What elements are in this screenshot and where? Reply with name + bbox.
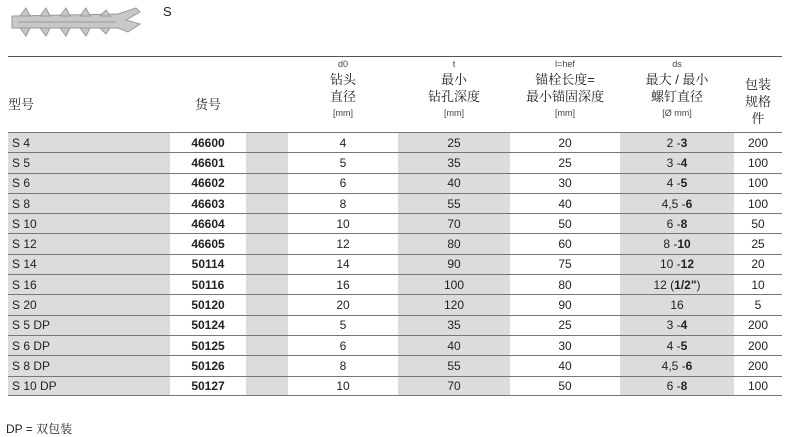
anchor-length-cell: 80 <box>510 275 620 294</box>
screw-diameter-cell <box>620 214 734 233</box>
screw-diameter-max: 5 <box>680 338 688 353</box>
blank-cell <box>246 153 288 172</box>
header-ds <box>620 58 734 122</box>
pack-qty-cell: 5 <box>734 295 782 314</box>
type-cell: S 8 DP <box>8 356 170 375</box>
article-cell: 50127 <box>170 377 246 395</box>
screw-diameter-max: 4 <box>680 155 688 170</box>
drill-diameter-cell: 14 <box>288 255 398 274</box>
anchor-length-cell: 25 <box>510 153 620 172</box>
anchor-length-cell: 40 <box>510 194 620 213</box>
drill-diameter-cell: 12 <box>288 234 398 253</box>
type-cell: S 8 <box>8 194 170 213</box>
anchor-length-cell: 75 <box>510 255 620 274</box>
anchor-length-cell: 20 <box>510 133 620 152</box>
pack-qty-cell: 100 <box>734 174 782 193</box>
blank-cell <box>246 214 288 233</box>
header-d0-line2: 直径 <box>329 89 356 104</box>
drill-depth-cell: 55 <box>398 194 510 213</box>
blank-cell <box>246 174 288 193</box>
screw-diameter-max: 3 <box>680 135 688 150</box>
article-cell: 46603 <box>170 194 246 213</box>
screw-diameter-max: 8 <box>680 378 688 393</box>
drill-depth-cell: 70 <box>398 214 510 233</box>
table-row <box>8 355 782 375</box>
blank-cell <box>246 377 288 395</box>
table-row <box>8 132 782 152</box>
drill-depth-cell: 90 <box>398 255 510 274</box>
blank-cell <box>246 356 288 375</box>
screw-diameter-max: 8 <box>680 216 688 231</box>
screw-diameter-cell <box>620 153 734 172</box>
type-cell: S 16 <box>8 275 170 294</box>
screw-diameter-max: 5 <box>680 176 688 191</box>
article-cell: 50116 <box>170 275 246 294</box>
article-cell: 50114 <box>170 255 246 274</box>
table-row <box>8 315 782 335</box>
header-d0-unit: [mm] <box>333 108 353 118</box>
drill-diameter-cell: 10 <box>288 214 398 233</box>
anchor-length-cell: 40 <box>510 356 620 375</box>
table-row <box>8 233 782 253</box>
pack-qty-cell: 100 <box>734 377 782 395</box>
drill-depth-cell: 80 <box>398 234 510 253</box>
screw-diameter-max: 1/2" <box>674 277 697 292</box>
drill-depth-cell: 120 <box>398 295 510 314</box>
blank-cell <box>246 234 288 253</box>
type-cell: S 14 <box>8 255 170 274</box>
article-cell: 46605 <box>170 234 246 253</box>
screw-diameter-max: 10 <box>677 237 691 252</box>
pack-qty-cell: 200 <box>734 356 782 375</box>
screw-diameter-min: 4,5 - <box>661 358 686 373</box>
header-t-unit: [mm] <box>444 108 464 118</box>
drill-diameter-cell: 16 <box>288 275 398 294</box>
anchor-length-cell: 30 <box>510 174 620 193</box>
drill-depth-cell: 40 <box>398 336 510 355</box>
header-t <box>398 58 510 122</box>
screw-diameter-cell <box>620 356 734 375</box>
article-cell: 46602 <box>170 174 246 193</box>
anchor-length-cell: 90 <box>510 295 620 314</box>
screw-diameter-min: 4,5 - <box>661 196 686 211</box>
article-cell: 46600 <box>170 133 246 152</box>
screw-diameter-cell <box>620 234 734 253</box>
drill-diameter-cell: 4 <box>288 133 398 152</box>
drill-diameter-cell: 8 <box>288 356 398 375</box>
table-row <box>8 274 782 294</box>
table-row <box>8 213 782 233</box>
header-ds-unit: [Ø mm] <box>662 108 692 118</box>
type-cell: S 6 <box>8 174 170 193</box>
screw-diameter-cell <box>620 133 734 152</box>
header-l-unit: [mm] <box>555 108 575 118</box>
header-article: 货号 <box>194 97 221 112</box>
anchor-length-cell: 30 <box>510 336 620 355</box>
header-d0 <box>288 58 398 122</box>
blank-cell <box>246 316 288 335</box>
screw-diameter-min: 10 - <box>659 257 681 272</box>
table-row <box>8 173 782 193</box>
anchor-length-cell: 50 <box>510 214 620 233</box>
table-row <box>8 152 782 172</box>
pack-qty-cell: 20 <box>734 255 782 274</box>
article-cell: 50126 <box>170 356 246 375</box>
screw-diameter-min: 3 - <box>666 318 681 333</box>
header-ds-line1: 最大 / 最小 <box>645 72 709 87</box>
header-l-symbol: l=hef <box>555 59 575 69</box>
drill-diameter-cell: 5 <box>288 153 398 172</box>
drill-depth-cell: 70 <box>398 377 510 395</box>
header-t-line2: 钻孔深度 <box>427 89 480 104</box>
screw-diameter-cell <box>620 194 734 213</box>
type-cell: S 20 <box>8 295 170 314</box>
article-cell: 50125 <box>170 336 246 355</box>
type-cell: S 4 <box>8 133 170 152</box>
screw-diameter-min: 4 - <box>666 176 681 191</box>
drill-depth-cell: 100 <box>398 275 510 294</box>
screw-diameter-max: 4 <box>680 318 688 333</box>
drill-depth-cell: 25 <box>398 133 510 152</box>
screw-diameter-cell <box>620 295 734 314</box>
drill-diameter-cell: 20 <box>288 295 398 314</box>
screw-diameter-max: 6 <box>685 358 693 373</box>
type-cell: S 10 <box>8 214 170 233</box>
screw-diameter-cell <box>620 336 734 355</box>
drill-diameter-cell: 5 <box>288 316 398 335</box>
drill-diameter-cell: 6 <box>288 336 398 355</box>
pack-qty-cell: 200 <box>734 336 782 355</box>
header-ds-symbol: ds <box>672 59 682 69</box>
screw-diameter-min: 12 ( <box>653 277 675 292</box>
blank-cell <box>246 133 288 152</box>
screw-diameter-min: 8 - <box>663 237 678 252</box>
screw-diameter-min: 4 - <box>666 338 681 353</box>
header-qty-line1: 包装 <box>744 77 771 92</box>
anchor-length-cell: 60 <box>510 234 620 253</box>
table-header <box>8 58 782 132</box>
type-cell: S 10 DP <box>8 377 170 395</box>
drill-depth-cell: 55 <box>398 356 510 375</box>
type-cell: S 5 DP <box>8 316 170 335</box>
screw-diameter-min: 16 <box>670 298 684 313</box>
screw-diameter-cell <box>620 255 734 274</box>
screw-diameter-cell <box>620 174 734 193</box>
anchor-length-cell: 50 <box>510 377 620 395</box>
header-t-line1: 最小 <box>440 72 467 87</box>
header-qty-line2: 规格 <box>744 94 771 109</box>
header-ds-line2: 螺钉直径 <box>650 89 703 104</box>
header-t-symbol: t <box>452 59 456 69</box>
article-cell: 46601 <box>170 153 246 172</box>
pack-qty-cell: 100 <box>734 194 782 213</box>
screw-diameter-cell <box>620 275 734 294</box>
pack-qty-cell: 10 <box>734 275 782 294</box>
table-row <box>8 193 782 213</box>
header-l <box>510 58 620 122</box>
drill-diameter-cell: 8 <box>288 194 398 213</box>
article-cell: 46604 <box>170 214 246 233</box>
drill-diameter-cell: 6 <box>288 174 398 193</box>
drill-diameter-cell: 10 <box>288 377 398 395</box>
drill-depth-cell: 35 <box>398 316 510 335</box>
anchor-length-cell: 25 <box>510 316 620 335</box>
header-l-line2: 最小锚固深度 <box>525 89 604 104</box>
blank-cell <box>246 255 288 274</box>
table-row <box>8 376 782 396</box>
header-type: 型号 <box>8 97 35 112</box>
type-cell: S 6 DP <box>8 336 170 355</box>
type-cell: S 12 <box>8 234 170 253</box>
table-row <box>8 294 782 314</box>
pack-qty-cell: 200 <box>734 133 782 152</box>
product-title: S <box>163 4 172 19</box>
header-d0-symbol: d0 <box>337 59 348 69</box>
pack-qty-cell: 100 <box>734 153 782 172</box>
blank-cell <box>246 336 288 355</box>
header-top-rule <box>8 56 782 57</box>
pack-qty-cell: 25 <box>734 234 782 253</box>
type-cell: S 5 <box>8 153 170 172</box>
screw-diameter-max: 6 <box>685 196 693 211</box>
table-row <box>8 335 782 355</box>
screw-diameter-suffix: ) <box>696 277 701 292</box>
blank-cell <box>246 194 288 213</box>
pack-qty-cell: 200 <box>734 316 782 335</box>
header-qty <box>734 76 782 127</box>
screw-diameter-min: 3 - <box>666 155 681 170</box>
table-row <box>8 254 782 274</box>
screw-diameter-min: 2 - <box>666 135 681 150</box>
header-l-line1: 锚栓长度= <box>535 72 595 87</box>
screw-diameter-max: 12 <box>680 257 695 272</box>
screw-diameter-cell <box>620 316 734 335</box>
screw-diameter-min: 6 - <box>666 216 681 231</box>
pack-qty-cell: 50 <box>734 214 782 233</box>
article-cell: 50124 <box>170 316 246 335</box>
footnote: DP = 双包装 <box>6 422 73 436</box>
wall-plug-image <box>8 2 148 42</box>
blank-cell <box>246 275 288 294</box>
screw-diameter-min: 6 - <box>666 378 681 393</box>
drill-depth-cell: 35 <box>398 153 510 172</box>
drill-depth-cell: 40 <box>398 174 510 193</box>
product-table <box>8 132 782 396</box>
screw-diameter-cell <box>620 377 734 395</box>
header-qty-line3: 件 <box>751 111 765 126</box>
header-d0-line1: 钻头 <box>329 72 356 87</box>
blank-cell <box>246 295 288 314</box>
article-cell: 50120 <box>170 295 246 314</box>
